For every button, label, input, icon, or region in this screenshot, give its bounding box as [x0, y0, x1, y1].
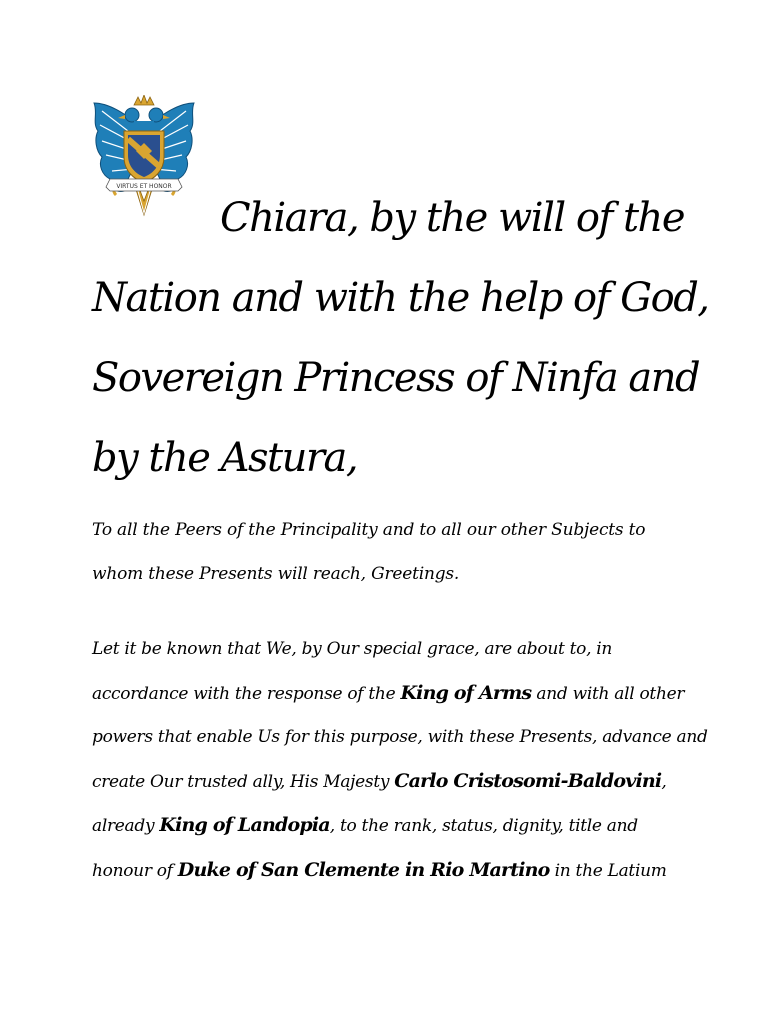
title-king-of-landopia: King of Landopia — [159, 814, 330, 837]
heading-line-4: by the Astura, — [92, 435, 358, 481]
body-line-5 — [92, 804, 692, 849]
body-line-6-text: honour of — [92, 860, 178, 881]
body-line-1: Let it be known that We, by Our special grace, are about to, in — [92, 639, 613, 659]
proclamation-body — [92, 628, 708, 894]
heading-line-1: Chiara, by the will of the — [220, 195, 684, 241]
title-duke-of-san-clemente: Duke of San Clemente in Rio Martino — [177, 858, 550, 881]
body-line-6 — [92, 849, 692, 894]
title-king-of-arms: King of Arms — [400, 681, 532, 704]
proclamation-heading — [92, 178, 712, 498]
salutation-line-2: whom these Presents will reach, Greetings. — [92, 564, 460, 584]
salutation — [92, 508, 692, 596]
body-line-2-tail: and with all other — [531, 683, 685, 704]
body-line-2 — [92, 672, 692, 717]
body-line-4-tail: , — [661, 771, 667, 792]
coat-of-arms-motto: VIRTUS ET HONOR — [116, 183, 172, 190]
name-carlo-cristosomi-baldovini: Carlo Cristosomi-Baldovini — [394, 769, 662, 792]
body-line-6-tail: in the Latium — [549, 860, 667, 881]
body-line-4 — [92, 760, 692, 805]
body-line-2-text: accordance with the response of the — [92, 683, 401, 704]
salutation-line-1: To all the Peers of the Principality and to all our other Subjects to — [92, 520, 646, 540]
heading-line-3: Sovereign Princess of Ninfa and — [92, 355, 700, 401]
body-line-3: powers that enable Us for this purpose, with these Presents, advance and — [92, 727, 708, 748]
body-line-4-text: create Our trusted ally, His Majesty — [92, 771, 395, 792]
heading-line-2: Nation and with the help of God, — [92, 275, 709, 321]
body-line-5-tail: , to the rank, status, dignity, title and — [329, 816, 638, 837]
body-line-5-text: already — [92, 816, 160, 837]
